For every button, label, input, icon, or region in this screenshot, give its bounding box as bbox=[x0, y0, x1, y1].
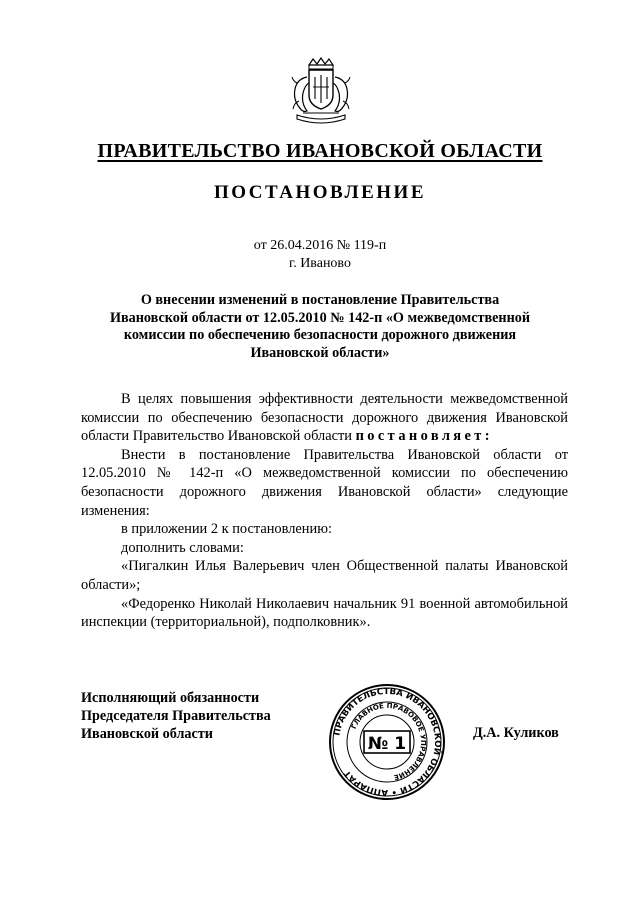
subject-line: О внесении изменений в постановление Правительства bbox=[140, 292, 500, 308]
document-city: г. Иваново bbox=[289, 256, 351, 271]
signer-name: Д.А. Куликов bbox=[473, 725, 559, 741]
document-date-number: от 26.04.2016 № 119-п bbox=[253, 238, 387, 253]
body-paragraph: «Федоренко Николай Николаевич начальник 91 военной автомобильной инспекции (территориальной), подполковник». bbox=[81, 595, 568, 631]
body-paragraph: «Пигалкин Илья Валерьевич член Общественной палаты Ивановской области»; bbox=[81, 558, 568, 593]
body-paragraph-intro bbox=[81, 390, 568, 446]
body-paragraph: в приложении 2 к постановлению: bbox=[121, 521, 332, 538]
seal-outer-text: ПРАВИТЕЛЬСТВА ИВАНОВСКОЙ ОБЛАСТИ • АППАРАТ bbox=[332, 686, 443, 798]
document-body bbox=[81, 390, 568, 632]
intro-text: В целях повышения эффективности деятельности межведомственной комиссии по обеспечению безопасности дорожного движения Ивановской области Правительство Ивановской области bbox=[81, 391, 568, 445]
document-type: ПОСТАНОВЛЕНИЕ bbox=[213, 182, 427, 203]
signer-title-line: Ивановской области bbox=[81, 726, 213, 743]
organization-title: ПРАВИТЕЛЬСТВО ИВАНОВСКОЙ ОБЛАСТИ bbox=[97, 140, 543, 162]
body-paragraph: дополнить словами: bbox=[121, 539, 244, 556]
document-subject bbox=[80, 292, 560, 362]
body-paragraph: Внести в постановление Правительства Ивановской области от 12.05.2010 № 142-п «О межведомственной комиссии по обеспечению безопасности дорожного движения Ивановской области» следующие изменения: bbox=[81, 446, 568, 519]
subject-line: Ивановской области от 12.05.2010 № 142-п «О межведомственной bbox=[109, 309, 531, 326]
subject-line: комиссии по обеспечению безопасности дорожного движения bbox=[123, 327, 517, 343]
signer-title-line: Исполняющий обязанности bbox=[81, 690, 260, 706]
coat-of-arms-icon bbox=[289, 57, 353, 129]
signer-title-line: Председателя Правительства bbox=[81, 708, 271, 725]
seal-number: № 1 bbox=[367, 734, 407, 754]
seal-inner-text: ГЛАВНОЕ ПРАВОВОЕ УПРАВЛЕНИЕ bbox=[349, 701, 428, 782]
resolves-word: постановляет: bbox=[355, 428, 493, 445]
subject-line: Ивановской области» bbox=[250, 344, 390, 361]
official-seal-icon bbox=[328, 683, 446, 801]
signer-title bbox=[81, 689, 271, 744]
